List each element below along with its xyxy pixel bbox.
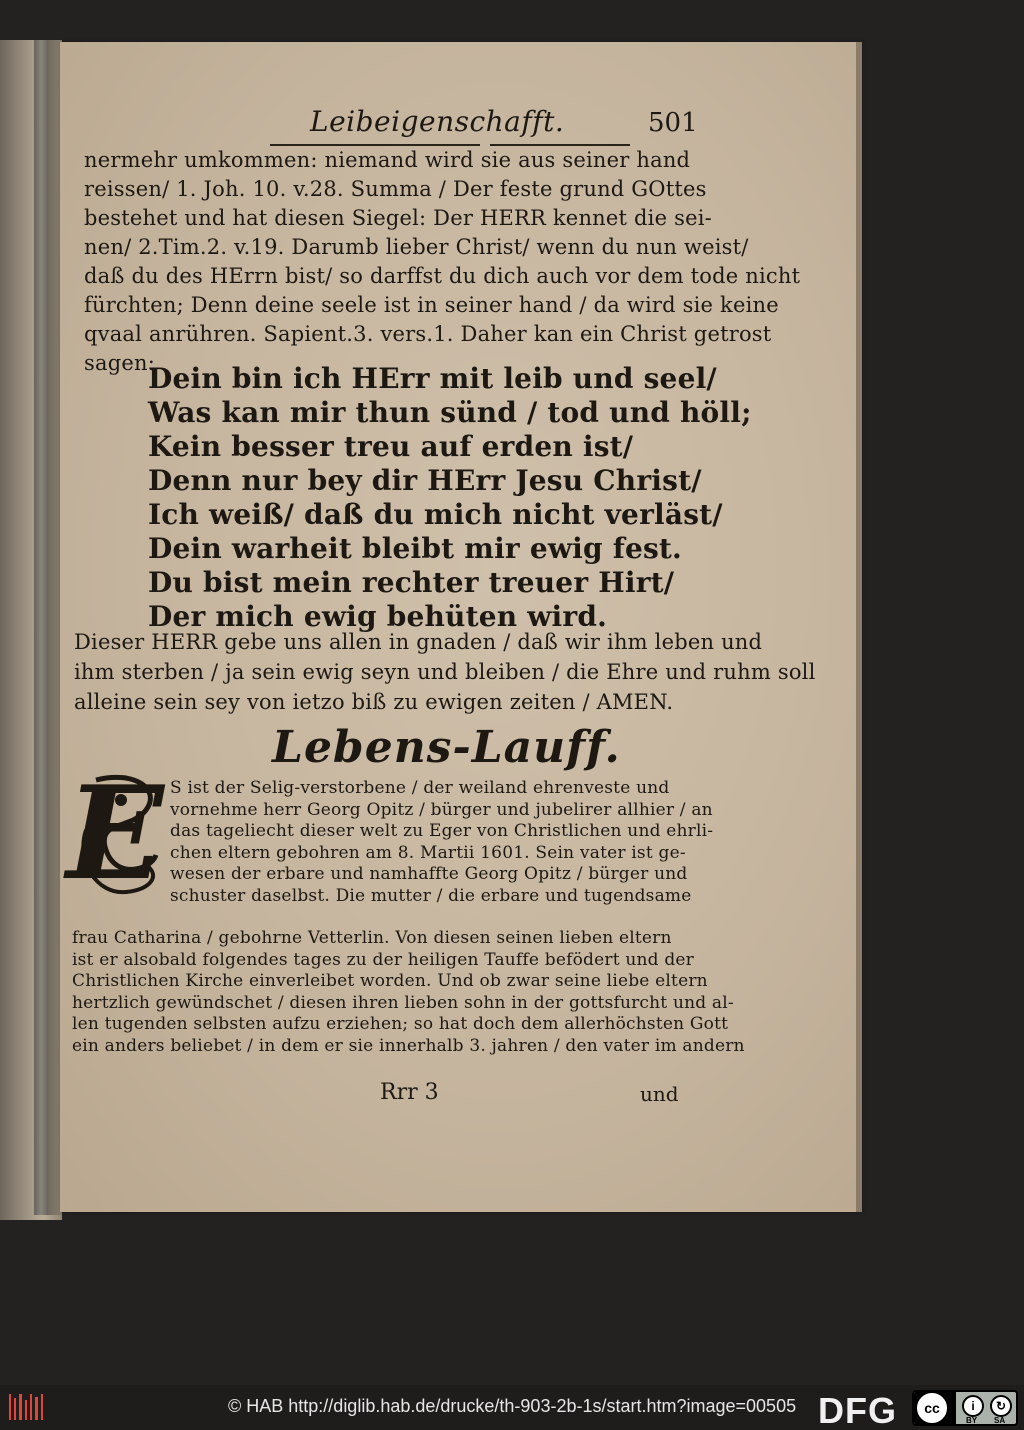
body-line-3: hertzlich gewündschet / diesen ihren lieben sohn in der gottsfurcht und al- <box>72 992 734 1013</box>
body-line-7: sagen: <box>84 351 155 375</box>
verse-line-2: Kein besser treu auf erden ist/ <box>148 430 634 463</box>
body-line-3: nen/ 2.Tim.2. v.19. Darumb lieber Christ/ wenn du nun weist/ <box>84 235 749 259</box>
drop-cap-initial: E <box>66 759 164 909</box>
body-line-4: daß du des HErrn bist/ so darffst du dich auch vor dem tode nicht <box>84 264 801 288</box>
page-number: 501 <box>648 108 698 138</box>
barcode-icon <box>8 1392 44 1422</box>
section-title: Lebens-Lauff. <box>272 722 621 773</box>
verse-line-3: Denn nur bey dir HErr Jesu Christ/ <box>148 464 702 497</box>
cc-icon: cc <box>912 1390 956 1426</box>
body-line-1: reissen/ 1. Joh. 10. v.28. Summa / Der feste grund GOttes <box>84 177 707 201</box>
body-line-4: wesen der erbare und namhaffte Georg Opitz / bürger und <box>170 864 688 884</box>
footer-credit-link[interactable]: © HAB http://diglib.hab.de/drucke/th-903-2b-1s/start.htm?image=00505 <box>228 1396 797 1416</box>
body-line-1: ist er alsobald folgendes tages zu der heiligen Tauffe befödert und der <box>72 949 694 970</box>
page-edge <box>856 42 862 1212</box>
body-line-2: alleine sein sey von ietzo biß zu ewigen zeiten / AMEN. <box>74 690 674 714</box>
verse-line-6: Du bist mein rechter treuer Hirt/ <box>148 566 675 599</box>
verse-line-1: Was kan mir thun sünd / tod und höll; <box>148 396 752 429</box>
signature-mark: Rrr 3 <box>380 1080 439 1105</box>
body-line-2: bestehet und hat diesen Siegel: Der HERR kennet die sei- <box>84 206 712 230</box>
running-head: Leibeigenschafft. <box>310 105 565 138</box>
body-line-3: chen eltern gebohren am 8. Martii 1601. Sein vater ist ge- <box>170 842 686 863</box>
body-line-0: frau Catharina / gebohrne Vetterlin. Von diesen seinen lieben eltern <box>72 928 672 948</box>
body-line-4: len tugenden selbsten aufzu erziehen; so hat doch dem allerhöchsten Gott <box>72 1014 729 1034</box>
verse-line-7: Der mich ewig behüten wird. <box>148 600 608 633</box>
body-line-5: fürchten; Denn deine seele ist in seiner hand / da wird sie keine <box>84 293 779 317</box>
body-line-5: schuster daselbst. Die mutter / die erbare und tugendsame <box>170 885 692 906</box>
sa-label: SA <box>994 1416 1006 1425</box>
book-binding <box>34 40 48 1215</box>
head-rule-right <box>490 144 630 146</box>
body-line-0: S ist der Selig-verstorbene / der weiland ehrenveste und <box>170 778 670 798</box>
body-line-0: Dieser HERR gebe uns allen in gnaden / daß wir ihm leben und <box>74 630 763 654</box>
body-line-1: vornehme herr Georg Opitz / bürger und jubelirer allhier / an <box>170 799 713 820</box>
body-line-5: ein anders beliebet / in dem er sie innerhalb 3. jahren / den vater im andern <box>72 1035 745 1056</box>
head-rule-left <box>270 144 480 146</box>
verse-line-0: Dein bin ich HErr mit leib und seel/ <box>148 362 717 395</box>
body-line-0: nermehr umkommen: niemand wird sie aus seiner hand <box>84 148 691 172</box>
by-label: BY <box>966 1416 978 1425</box>
dfg-logo: DFG <box>818 1390 897 1430</box>
body-line-2: Christlichen Kirche einverleibet worden. Und ob zwar seine liebe eltern <box>72 971 708 991</box>
body-line-1: ihm sterben / ja sein ewig seyn und bleiben / die Ehre und ruhm soll <box>74 660 816 684</box>
by-icon: i <box>962 1395 984 1417</box>
sa-icon: ↻ <box>990 1395 1012 1417</box>
body-line-2: das tageliecht dieser welt zu Eger von Christlichen und ehrli- <box>170 821 714 841</box>
catchword: und <box>640 1082 679 1106</box>
verse-line-5: Dein warheit bleibt mir ewig fest. <box>148 532 683 565</box>
cc-license-badge[interactable] <box>912 1390 1018 1426</box>
body-line-6: qvaal anrühren. Sapient.3. vers.1. Daher kan ein Christ getrost <box>84 322 772 346</box>
verse-line-4: Ich weiß/ daß du mich nicht verläst/ <box>148 498 723 531</box>
